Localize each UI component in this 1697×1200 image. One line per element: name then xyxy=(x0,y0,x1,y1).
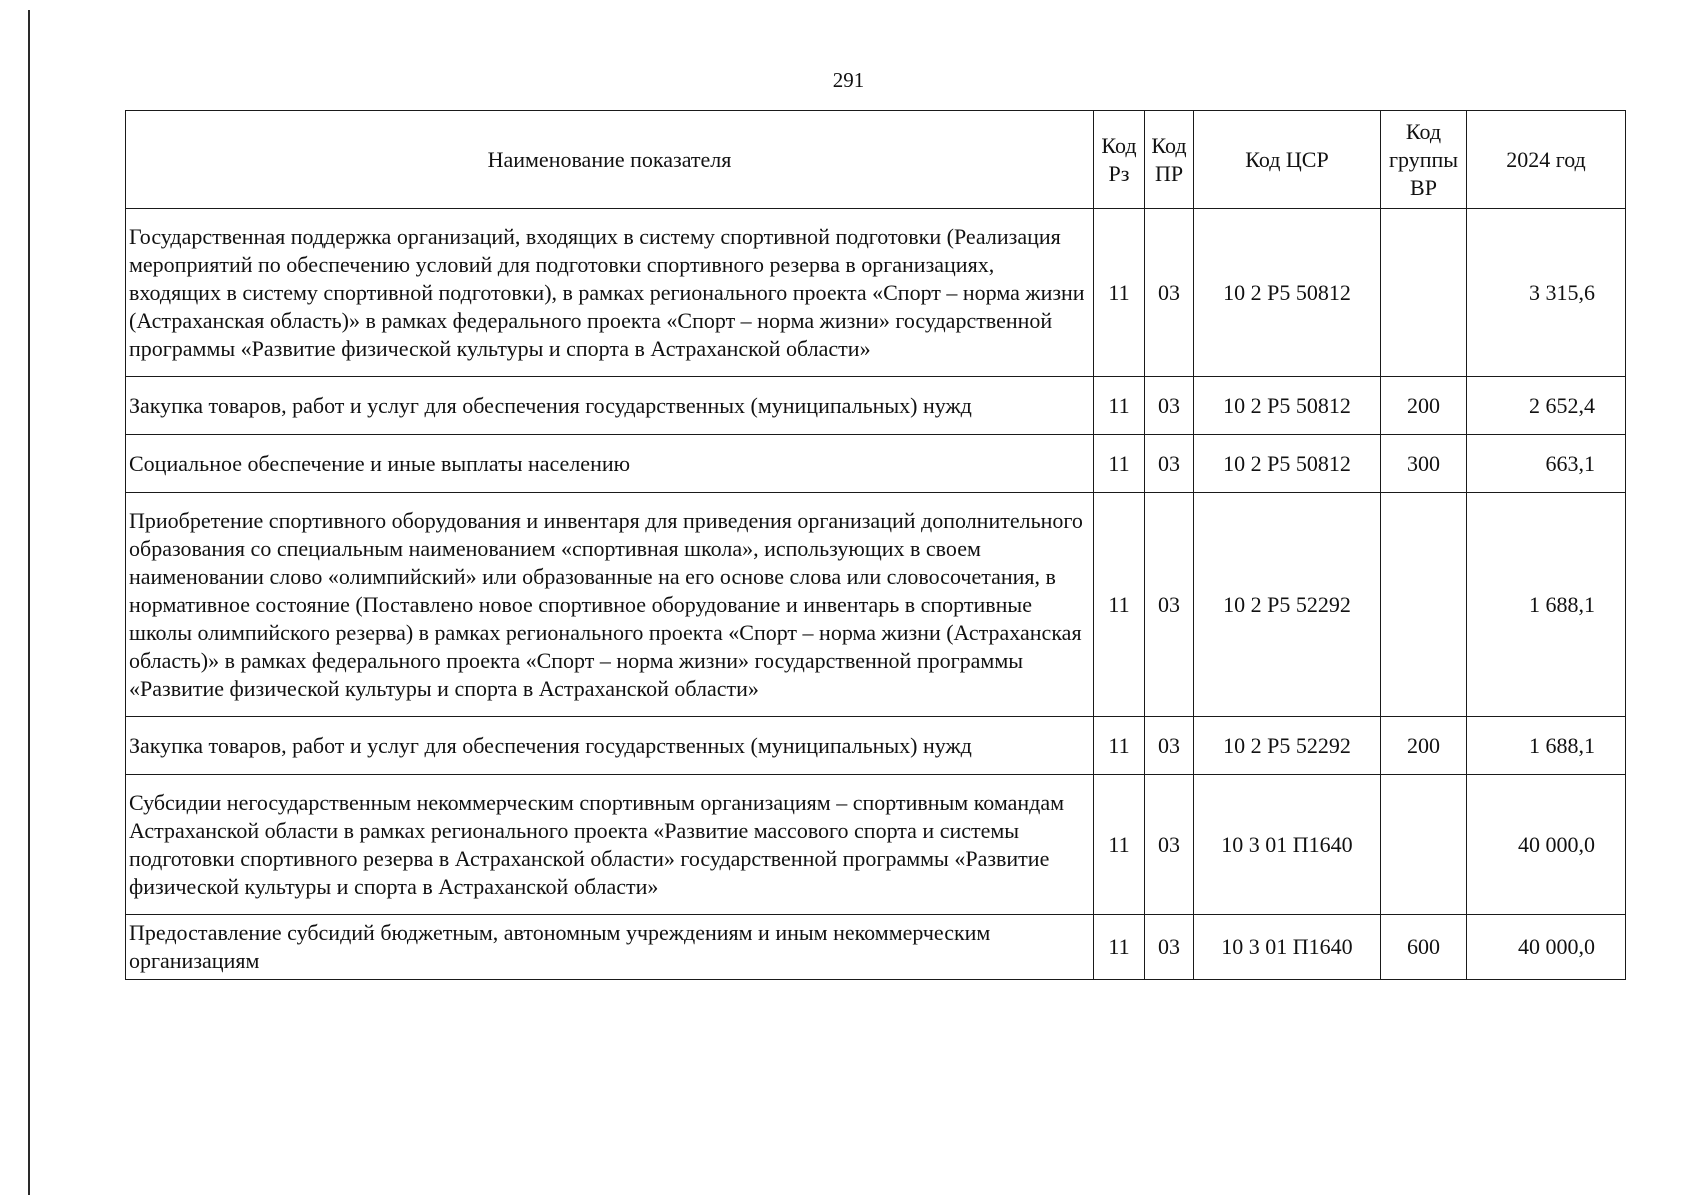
table-row xyxy=(126,915,1626,980)
row-amount: 40 000,0 xyxy=(1467,775,1626,915)
table-row xyxy=(126,435,1626,493)
budget-table xyxy=(125,110,1626,980)
row-csr: 10 2 P5 52292 xyxy=(1194,717,1381,775)
table-header-row xyxy=(126,111,1626,209)
row-rz: 11 xyxy=(1094,775,1145,915)
row-name: Социальное обеспечение и иные выплаты населению xyxy=(126,435,1094,493)
table-row xyxy=(126,377,1626,435)
row-pr: 03 xyxy=(1145,493,1194,717)
row-amount: 40 000,0 xyxy=(1467,915,1626,980)
row-name: Закупка товаров, работ и услуг для обеспечения государственных (муниципальных) нужд xyxy=(126,717,1094,775)
row-rz: 11 xyxy=(1094,377,1145,435)
row-vr: 300 xyxy=(1381,435,1467,493)
row-pr: 03 xyxy=(1145,915,1194,980)
row-amount: 1 688,1 xyxy=(1467,493,1626,717)
table-row xyxy=(126,209,1626,377)
row-rz: 11 xyxy=(1094,717,1145,775)
row-name: Приобретение спортивного оборудования и инвентаря для приведения организаций дополнительного образования со специальным наименованием «спортивная школа», использующих в своем наименовании слово «олимпийский» или образованные на его основе слова или словосочетания, в нормативное состояние (Поставлено новое спортивное оборудование и инвентарь в спортивные школы олимпийского резерва) в рамках регионального проекта «Спорт – норма жизни (Астраханская область)» в рамках федерального проекта «Спорт – норма жизни» государственной программы «Развитие физической культуры и спорта в Астраханской области» xyxy=(126,493,1094,717)
header-year: 2024 год xyxy=(1467,111,1626,209)
row-name: Предоставление субсидий бюджетным, автономным учреждениям и иным некоммерческим организациям xyxy=(126,915,1094,980)
row-csr: 10 3 01 П1640 xyxy=(1194,775,1381,915)
page-number: 291 xyxy=(832,68,865,92)
row-csr: 10 2 P5 50812 xyxy=(1194,209,1381,377)
row-pr: 03 xyxy=(1145,435,1194,493)
header-rz: Код Рз xyxy=(1094,111,1145,209)
row-vr: 200 xyxy=(1381,717,1467,775)
row-name: Закупка товаров, работ и услуг для обеспечения государственных (муниципальных) нужд xyxy=(126,377,1094,435)
row-name: Субсидии негосударственным некоммерческим спортивным организациям – спортивным командам Астраханской области в рамках регионального проекта «Развитие массового спорта и системы подготовки спортивного резерва в Астраханской области» государственной программы «Развитие физической культуры и спорта в Астраханской области» xyxy=(126,775,1094,915)
row-csr: 10 2 P5 52292 xyxy=(1194,493,1381,717)
table-row xyxy=(126,493,1626,717)
row-amount: 3 315,6 xyxy=(1467,209,1626,377)
row-vr xyxy=(1381,209,1467,377)
row-amount: 663,1 xyxy=(1467,435,1626,493)
row-rz: 11 xyxy=(1094,209,1145,377)
row-vr: 200 xyxy=(1381,377,1467,435)
row-pr: 03 xyxy=(1145,209,1194,377)
table-row xyxy=(126,775,1626,915)
row-rz: 11 xyxy=(1094,915,1145,980)
row-amount: 1 688,1 xyxy=(1467,717,1626,775)
row-vr xyxy=(1381,493,1467,717)
header-csr: Код ЦСР xyxy=(1194,111,1381,209)
row-csr: 10 3 01 П1640 xyxy=(1194,915,1381,980)
row-name: Государственная поддержка организаций, входящих в систему спортивной подготовки (Реализация мероприятий по обеспечению условий для подготовки спортивного резерва в организациях, входящих в систему спортивной подготовки), в рамках регионального проекта «Спорт – норма жизни (Астраханская область)» в рамках федерального проекта «Спорт – норма жизни» государственной программы «Развитие физической культуры и спорта в Астраханской области» xyxy=(126,209,1094,377)
row-pr: 03 xyxy=(1145,775,1194,915)
header-pr: Код ПР xyxy=(1145,111,1194,209)
row-amount: 2 652,4 xyxy=(1467,377,1626,435)
row-csr: 10 2 P5 50812 xyxy=(1194,435,1381,493)
row-csr: 10 2 P5 50812 xyxy=(1194,377,1381,435)
row-rz: 11 xyxy=(1094,493,1145,717)
header-vr: Код группы ВР xyxy=(1381,111,1467,209)
row-vr xyxy=(1381,775,1467,915)
table-row xyxy=(126,717,1626,775)
scan-edge-line xyxy=(28,10,30,1195)
row-rz: 11 xyxy=(1094,435,1145,493)
row-pr: 03 xyxy=(1145,717,1194,775)
header-name: Наименование показателя xyxy=(126,111,1094,209)
row-pr: 03 xyxy=(1145,377,1194,435)
row-vr: 600 xyxy=(1381,915,1467,980)
